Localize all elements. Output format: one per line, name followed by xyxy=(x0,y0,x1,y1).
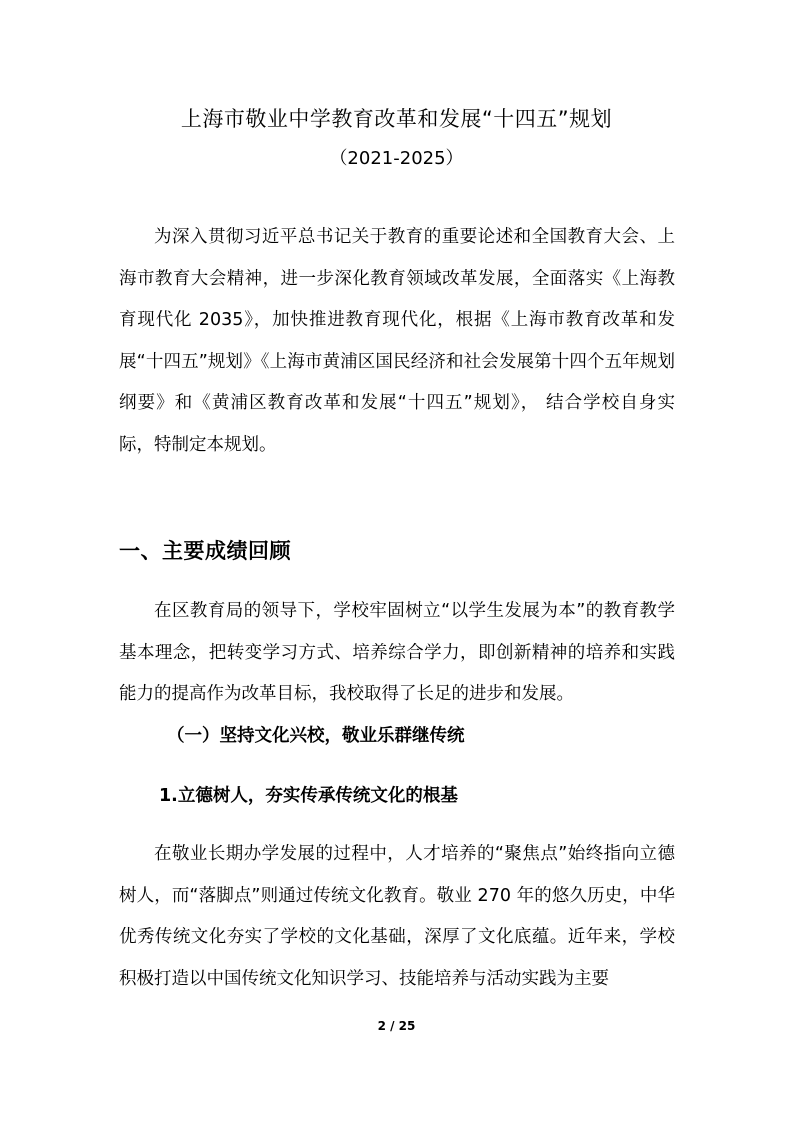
page-number: 2 / 25 xyxy=(377,1019,416,1033)
section-paragraph-achievements: 在区教育局的领导下，学校牢固树立“以学生发展为本”的教育教学基本理念，把转变学习方式、培养综合学力，即创新精神的培养和实践能力的提高作为改革目标，我校取得了长足的进步和发展。 xyxy=(119,601,675,704)
item-paragraph-moral-education: 在敬业长期办学发展的过程中，人才培养的“聚焦点”始终指向立德树人，而“落脚点”则通过传统文化教育。敬业 270 年的悠久历史，中华优秀传统文化夯实了学校的文化基础，深厚了文化底蕴。近年来，学校积极打造以中国传统文化知识学习、技能培养与活动实践为主要 xyxy=(119,844,675,989)
section-heading-achievements: 一、主要成绩回顾 xyxy=(119,539,291,563)
document-title: 上海市敬业中学教育改革和发展“十四五”规划 xyxy=(180,107,613,131)
item-heading-moral-education: 1.立德树人，夯实传承传统文化的根基 xyxy=(159,786,458,806)
document-subtitle: （2021-2025） xyxy=(329,148,464,169)
subsection-heading-culture: （一）坚持文化兴校，敬业乐群继传统 xyxy=(167,726,465,746)
intro-paragraph: 为深入贯彻习近平总书记关于教育的重要论述和全国教育大会、上海市教育大会精神，进一步深化教育领域改革发展，全面落实《上海教育现代化 2035》，加快推进教育现代化，根据《上海市教育改革和发展“十四五”规划》《上海市黄浦区国民经济和社会发展第十四个五年规划纲要》和《黄浦区教育改革和发展“十四五”规划》， 结合学校自身实际，特制定本规划。 xyxy=(119,227,675,455)
